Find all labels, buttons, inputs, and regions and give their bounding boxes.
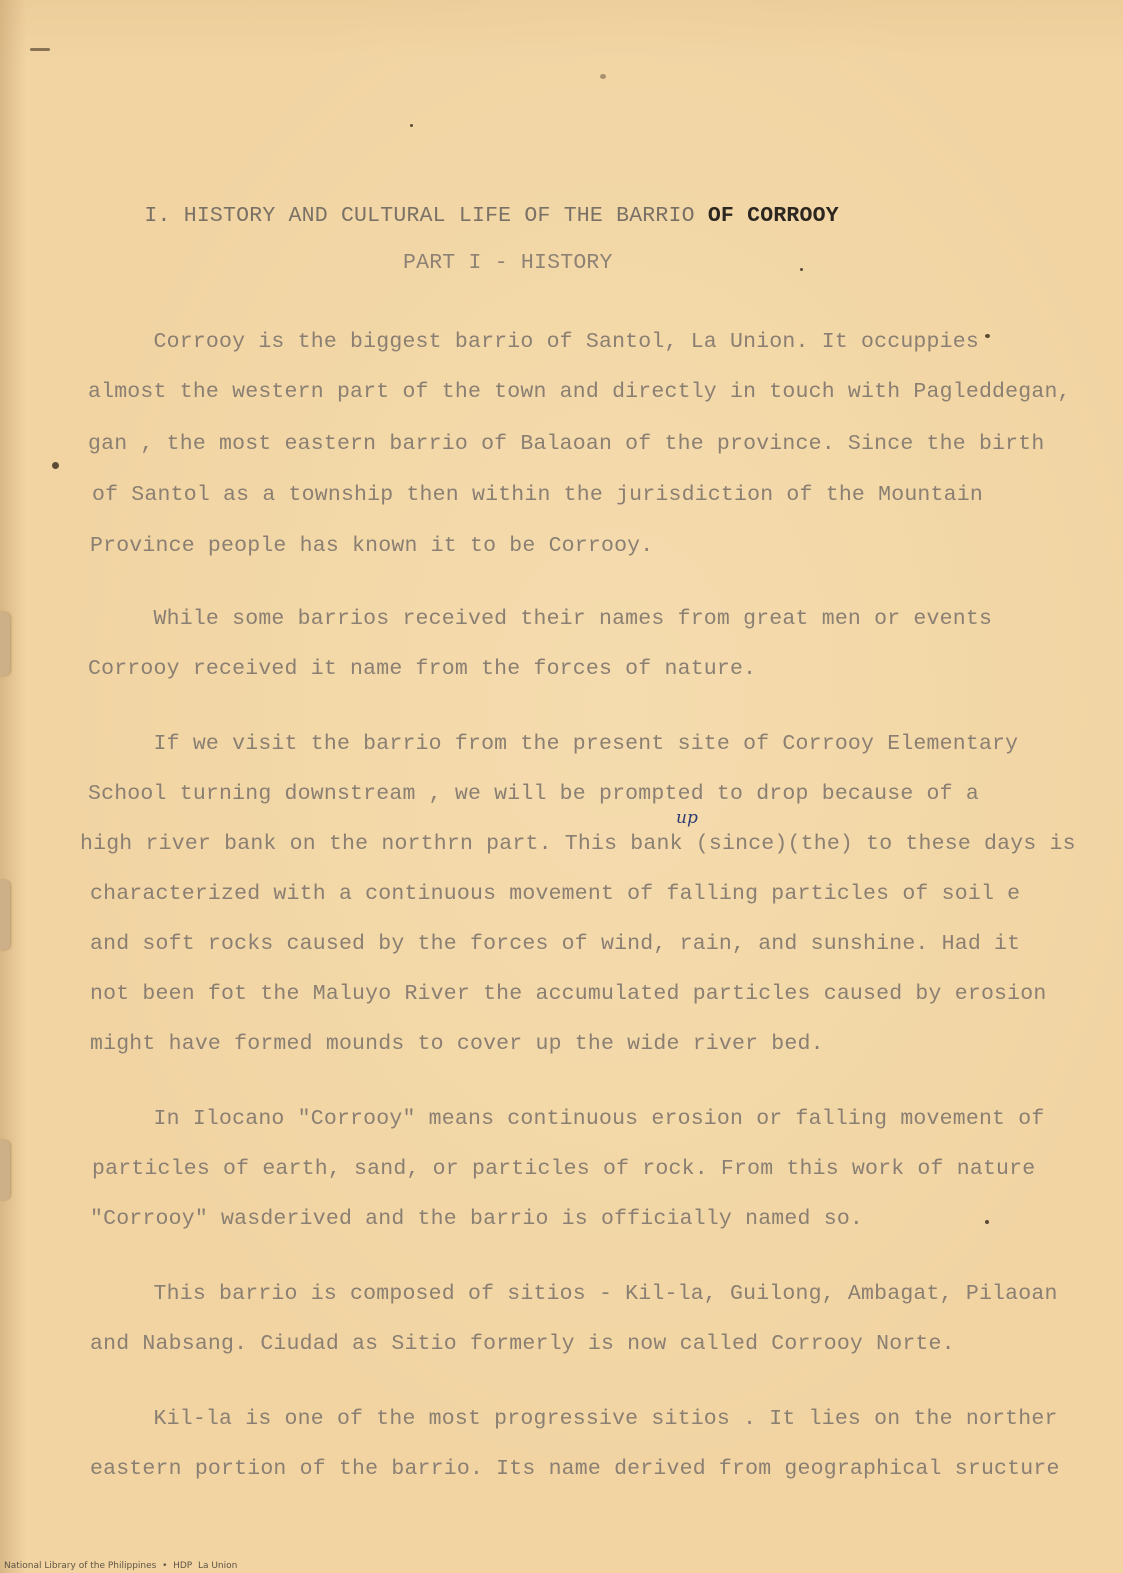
body-line: might have formed mounds to cover up the wide river bed. <box>90 1032 824 1056</box>
ink-speck <box>985 334 990 338</box>
archive-footer: National Library of the Philippines • HDP La Union <box>4 1561 238 1571</box>
ink-speck <box>52 462 59 469</box>
ink-speck <box>800 268 803 271</box>
part-heading: PART I - HISTORY <box>403 251 613 275</box>
body-line: This barrio is composed of sitios - Kil-la, Guilong, Ambagat, Pilaoan <box>88 1282 1058 1306</box>
document-title <box>92 174 839 258</box>
binding-hole <box>0 612 10 676</box>
body-line: Corrooy is the biggest barrio of Santol, La Union. It occuppies <box>88 330 979 354</box>
document-title-text: I. HISTORY AND CULTURAL LIFE OF THE BARRIO <box>144 204 708 228</box>
body-line: "Corrooy" wasderived and the barrio is officially named so. <box>90 1207 864 1231</box>
body-line: eastern portion of the barrio. Its name derived from geographical sructure <box>90 1457 1060 1481</box>
body-line: and soft rocks caused by the forces of wind, rain, and sunshine. Had it <box>90 932 1021 956</box>
body-line: Kil-la is one of the most progressive sitios . It lies on the norther <box>88 1407 1058 1431</box>
document-title-bold: OF CORROOY <box>707 204 839 228</box>
body-line: If we visit the barrio from the present site of Corrooy Elementary <box>88 732 1019 756</box>
body-line: Province people has known it to be Corrooy. <box>90 534 654 558</box>
ink-speck <box>600 74 606 79</box>
body-line: high river bank on the northrn part. This bank (since)(the) to these days is <box>80 832 1076 856</box>
ink-speck <box>985 1220 989 1224</box>
body-line: gan , the most eastern barrio of Balaoan of the province. Since the birth <box>88 432 1045 456</box>
ink-speck <box>410 124 413 127</box>
body-line: Corrooy received it name from the forces of nature. <box>88 657 757 681</box>
ink-speck <box>30 48 50 51</box>
body-line: School turning downstream , we will be prompted to drop because of a <box>88 782 979 806</box>
body-line: particles of earth, sand, or particles of rock. From this work of nature <box>92 1157 1036 1181</box>
body-line: While some barrios received their names from great men or events <box>88 607 993 631</box>
handwritten-insert: up <box>676 808 698 828</box>
binding-hole <box>0 880 10 950</box>
body-line: not been fot the Maluyo River the accumulated particles caused by erosion <box>90 982 1047 1006</box>
body-line: of Santol as a township then within the jurisdiction of the Mountain <box>92 483 983 507</box>
body-line: almost the western part of the town and directly in touch with Pagleddegan, <box>88 380 1071 404</box>
body-line: characterized with a continuous movement of falling particles of soil e <box>90 882 1021 906</box>
binding-hole <box>0 1140 10 1200</box>
body-line: In Ilocano "Corrooy" means continuous erosion or falling movement of <box>88 1107 1045 1131</box>
body-line: and Nabsang. Ciudad as Sitio formerly is now called Corrooy Norte. <box>90 1332 955 1356</box>
